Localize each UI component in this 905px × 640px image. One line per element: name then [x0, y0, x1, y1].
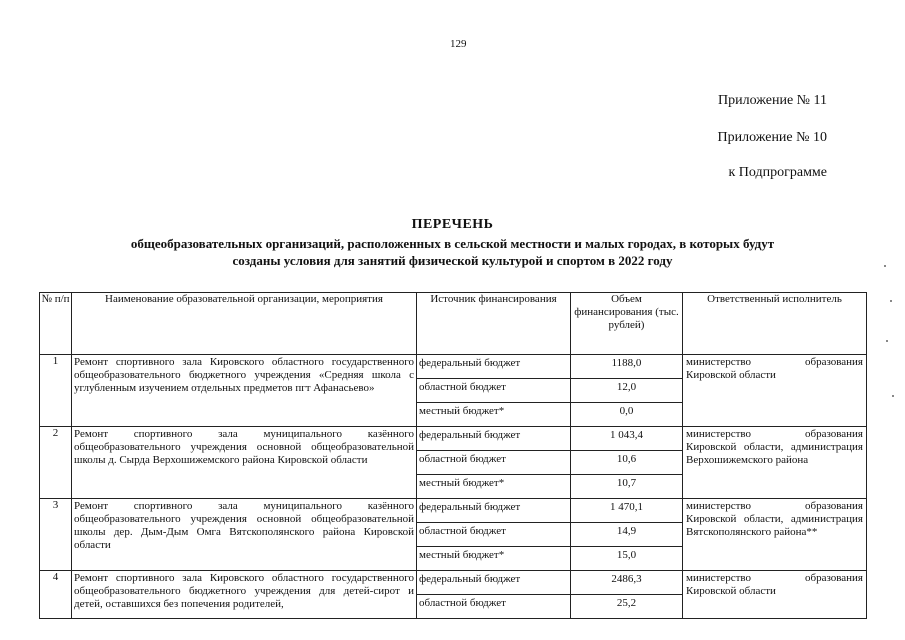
funding-source: местный бюджет*: [419, 549, 505, 561]
row-organization-name: Ремонт спортивного зала Кировского областного государственного общеобразовательного бюджетного учреждения «Средняя школа с углубленным изучением отдельных предметов пгт Афанасьево»: [72, 355, 417, 427]
funding-amount: 15,0: [616, 549, 637, 561]
header-name: Наименование образовательной организации, мероприятия: [72, 293, 417, 355]
row-responsible: министерство образования Кировской области: [683, 355, 867, 427]
funding-amount: 14,9: [571, 523, 682, 547]
funding-source: федеральный бюджет: [417, 499, 570, 523]
funding-source: областной бюджет: [419, 597, 506, 609]
funding-amount: 0,0: [619, 405, 634, 417]
header-num: № п/п: [40, 293, 72, 355]
row-responsible: министерство образования Кировской области: [683, 571, 867, 619]
row-organization-name: Ремонт спортивного зала муниципального казённого общеобразовательного учреждения основной общеобразовательной школы д. Сырда Верхошижемского района Кировской области: [72, 427, 417, 499]
row-organization-name: Ремонт спортивного зала муниципального казённого общеобразовательного учреждения основной общеобразовательной школы дер. Дым-Дым Омга Вятскополянского района Кировской области: [72, 499, 417, 571]
row-number: 4: [40, 571, 72, 619]
table-row: [40, 427, 867, 499]
funding-amount: 25,2: [616, 597, 637, 609]
row-sources: [417, 571, 571, 619]
document-title: ПЕРЕЧЕНЬ: [411, 217, 494, 232]
header-source: Источник финансирования: [417, 293, 571, 355]
page-number: 129: [450, 38, 467, 50]
funding-source: областной бюджет: [417, 523, 570, 547]
funding-amount: 2486,3: [571, 571, 682, 595]
funding-amount: 12,0: [571, 379, 682, 403]
appendix-line-1: Приложение № 11: [718, 93, 827, 108]
row-sources: [417, 427, 571, 499]
table-row: [40, 355, 867, 427]
table-row: [40, 499, 867, 571]
row-amounts: [571, 571, 683, 619]
funding-amount: 10,6: [571, 451, 682, 475]
row-amounts: [571, 355, 683, 427]
scan-speck: [886, 340, 888, 342]
funding-source: местный бюджет*: [419, 477, 505, 489]
funding-amount: 1 470,1: [571, 499, 682, 523]
appendix-line-2: Приложение № 10: [717, 130, 827, 145]
organizations-table: [39, 292, 867, 619]
funding-source: местный бюджет*: [419, 405, 505, 417]
table-row: [40, 571, 867, 619]
row-number: 2: [40, 427, 72, 499]
appendix-line-3: к Подпрограмме: [728, 165, 827, 180]
funding-source: областной бюджет: [417, 451, 570, 475]
scan-speck: [884, 265, 886, 267]
header-responsible: Ответственный исполнитель: [683, 293, 867, 355]
funding-amount: 1188,0: [571, 355, 682, 379]
document-subtitle-line-1: общеобразовательных организаций, расположенных в сельской местности и малых городах, в которых будут: [130, 236, 775, 251]
row-amounts: [571, 427, 683, 499]
funding-amount: 1 043,4: [571, 427, 682, 451]
row-number: 3: [40, 499, 72, 571]
table-header-row: [40, 293, 867, 355]
row-sources: [417, 499, 571, 571]
document-subtitle-line-2: созданы условия для занятий физической культурой и спортом в 2022 году: [232, 253, 673, 268]
row-amounts: [571, 499, 683, 571]
row-sources: [417, 355, 571, 427]
row-organization-name: Ремонт спортивного зала Кировского областного государственного общеобразовательного бюджетного учреждения для детей-сирот и детей, оставшихся без попечения родителей,: [72, 571, 417, 619]
row-number: 1: [40, 355, 72, 427]
scan-speck: [890, 300, 892, 302]
header-amount: Объем финансирования (тыс. рублей): [571, 293, 683, 355]
scan-speck: [892, 395, 894, 397]
row-responsible: министерство образования Кировской области, администрация Верхошижемского района: [683, 427, 867, 499]
funding-source: федеральный бюджет: [417, 427, 570, 451]
row-responsible: министерство образования Кировской области, администрация Вятскополянского района**: [683, 499, 867, 571]
funding-amount: 10,7: [616, 477, 637, 489]
funding-source: областной бюджет: [417, 379, 570, 403]
funding-source: федеральный бюджет: [417, 355, 570, 379]
funding-source: федеральный бюджет: [417, 571, 570, 595]
